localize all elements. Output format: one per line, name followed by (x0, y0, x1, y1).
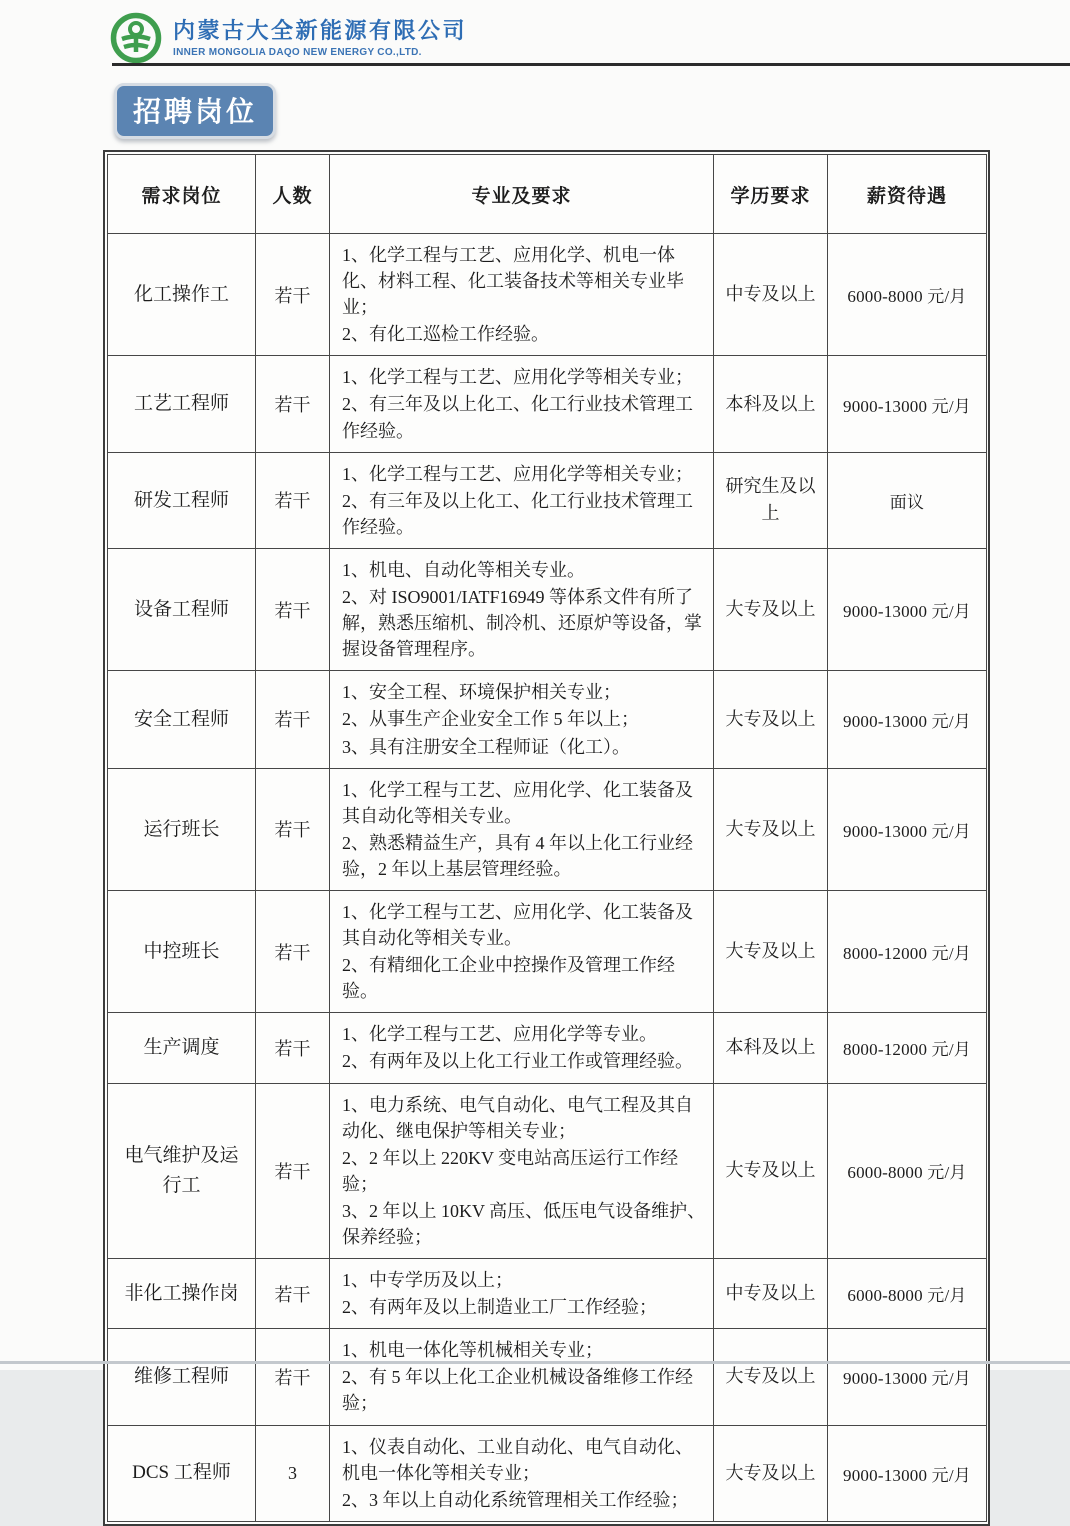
requirement-line: 1、化学工程与工艺、应用化学等相关专业； (342, 463, 693, 484)
position-cell: 工艺工程师 (108, 356, 256, 452)
company-name-block (173, 18, 467, 57)
headcount-cell: 若干 (256, 768, 330, 890)
requirement-line: 2、有化工巡检工作经验。 (342, 324, 549, 345)
requirement-line: 1、化学工程与工艺、应用化学、机电一体化、材料工程、化工装备技术等相关专业毕业； (342, 245, 684, 318)
headcount-cell: 若干 (256, 1013, 330, 1083)
requirement-line: 2、对 ISO9001/IATF16949 等体系文件有所了解，熟悉压缩机、制冷机、还原炉等设备，掌握设备管理程序。 (342, 587, 702, 660)
requirement-line: 2、有三年及以上化工、化工行业技术管理工作经验。 (342, 394, 693, 441)
position-cell: 安全工程师 (108, 671, 256, 768)
requirement-line: 2、有三年及以上化工、化工行业技术管理工作经验。 (342, 490, 693, 537)
column-header: 人数 (256, 155, 330, 234)
table-row (108, 548, 987, 670)
education-cell: 大专及以上 (714, 548, 828, 670)
headcount-cell: 若干 (256, 1259, 330, 1329)
salary-cell: 9000-13000 元/月 (828, 356, 987, 452)
requirement-line: 1、化学工程与工艺、应用化学等相关专业； (342, 367, 693, 388)
requirements-cell (330, 890, 714, 1012)
position-cell: 化工操作工 (108, 234, 256, 356)
headcount-cell: 若干 (256, 1083, 330, 1259)
salary-cell: 8000-12000 元/月 (828, 890, 987, 1012)
education-cell: 大专及以上 (714, 1329, 828, 1425)
requirement-line: 1、机电、自动化等相关专业。 (342, 559, 585, 580)
requirement-line: 1、化学工程与工艺、应用化学、化工装备及其自动化等相关专业。 (342, 901, 693, 949)
company-name-en: INNER MONGOLIA DAQO NEW ENERGY CO.,LTD. (173, 46, 422, 58)
table-row (108, 452, 987, 548)
salary-cell: 9000-13000 元/月 (828, 1329, 987, 1425)
header-divider (112, 63, 1070, 66)
education-cell: 中专及以上 (714, 234, 828, 356)
position-cell: 研发工程师 (108, 452, 256, 548)
table-row (108, 356, 987, 452)
requirement-line: 2、有两年及以上化工行业工作或管理经验。 (342, 1051, 693, 1072)
requirements-cell (330, 1013, 714, 1083)
requirement-line: 3、2 年以上 10KV 高压、低压电气设备维护、保养经验； (342, 1200, 706, 1247)
requirement-line: 3、具有注册安全工程师证（化工）。 (342, 736, 630, 757)
education-cell: 大专及以上 (714, 1083, 828, 1259)
salary-cell: 6000-8000 元/月 (828, 1083, 987, 1259)
table-row (108, 768, 987, 890)
table-row (108, 234, 987, 356)
salary-cell: 9000-13000 元/月 (828, 768, 987, 890)
requirement-line: 1、中专学历及以上； (342, 1270, 513, 1291)
requirement-line: 1、化学工程与工艺、应用化学、化工装备及其自动化等相关专业。 (342, 779, 693, 826)
table-header-row (108, 155, 987, 234)
headcount-cell: 若干 (256, 548, 330, 670)
page-bottom-edge (0, 1361, 1070, 1364)
jobs-table (103, 150, 990, 1526)
requirement-line: 2、有 5 年以上化工企业机械设备维修工作经验； (342, 1367, 693, 1414)
position-cell: DCS 工程师 (108, 1425, 256, 1521)
headcount-cell: 若干 (256, 234, 330, 356)
headcount-cell: 若干 (256, 356, 330, 452)
column-header: 需求岗位 (108, 155, 256, 234)
table-row (108, 1083, 987, 1259)
education-cell: 研究生及以上 (714, 452, 828, 548)
requirement-line: 2、从事生产企业安全工作 5 年以上； (342, 709, 639, 730)
requirement-line: 1、电力系统、电气自动化、电气工程及其自动化、继电保护等相关专业； (342, 1094, 693, 1141)
table-row (108, 1259, 987, 1329)
company-name-cn: 内蒙古大全新能源有限公司 (173, 18, 468, 44)
requirements-cell (330, 234, 714, 356)
requirement-line: 2、2 年以上 220KV 变电站高压运行工作经验； (342, 1147, 679, 1194)
requirement-line: 1、仪表自动化、工业自动化、电气自动化、机电一体化等相关专业； (342, 1436, 693, 1483)
requirement-line: 2、熟悉精益生产，具有 4 年以上化工行业经验，2 年以上基层管理经验。 (342, 832, 693, 879)
position-cell: 电气维护及运行工 (108, 1083, 256, 1259)
salary-cell: 9000-13000 元/月 (828, 548, 987, 670)
salary-cell: 6000-8000 元/月 (828, 1259, 987, 1329)
requirements-cell (330, 1329, 714, 1425)
position-cell: 非化工操作岗 (108, 1259, 256, 1329)
requirements-cell (330, 1425, 714, 1521)
table-row (108, 671, 987, 768)
headcount-cell: 若干 (256, 671, 330, 768)
requirement-line: 2、3 年以上自动化系统管理相关工作经验； (342, 1489, 689, 1510)
jobs-table-grid (107, 154, 987, 1522)
headcount-cell: 若干 (256, 452, 330, 548)
requirements-cell (330, 1083, 714, 1259)
education-cell: 大专及以上 (714, 1425, 828, 1521)
requirement-line: 1、机电一体化等机械相关专业； (342, 1340, 603, 1361)
salary-cell: 9000-13000 元/月 (828, 671, 987, 768)
requirement-line: 1、化学工程与工艺、应用化学等专业。 (342, 1024, 657, 1045)
requirement-line: 1、安全工程、环境保护相关专业； (342, 682, 621, 703)
table-row (108, 890, 987, 1012)
column-header: 学历要求 (714, 155, 828, 234)
company-logo-icon (110, 12, 162, 64)
requirements-cell (330, 1259, 714, 1329)
requirement-line: 2、有精细化工企业中控操作及管理工作经验。 (342, 955, 675, 1002)
requirements-cell (330, 548, 714, 670)
education-cell: 中专及以上 (714, 1259, 828, 1329)
salary-cell: 6000-8000 元/月 (828, 234, 987, 356)
position-cell: 运行班长 (108, 768, 256, 890)
headcount-cell: 若干 (256, 1329, 330, 1425)
requirements-cell (330, 768, 714, 890)
education-cell: 大专及以上 (714, 890, 828, 1012)
headcount-cell: 3 (256, 1425, 330, 1521)
requirements-cell (330, 671, 714, 768)
position-cell: 中控班长 (108, 890, 256, 1012)
position-cell: 维修工程师 (108, 1329, 256, 1425)
position-cell: 设备工程师 (108, 548, 256, 670)
column-header: 薪资待遇 (828, 155, 987, 234)
requirements-cell (330, 452, 714, 548)
salary-cell: 9000-13000 元/月 (828, 1425, 987, 1521)
table-row (108, 1013, 987, 1083)
section-title-badge: 招聘岗位 (114, 83, 276, 139)
company-header (110, 12, 467, 64)
education-cell: 大专及以上 (714, 768, 828, 890)
headcount-cell: 若干 (256, 890, 330, 1012)
education-cell: 本科及以上 (714, 1013, 828, 1083)
column-header: 专业及要求 (330, 155, 714, 234)
requirements-cell (330, 356, 714, 452)
salary-cell: 面议 (828, 452, 987, 548)
education-cell: 本科及以上 (714, 356, 828, 452)
table-row (108, 1425, 987, 1521)
table-row (108, 1329, 987, 1425)
requirement-line: 2、有两年及以上制造业工厂工作经验； (342, 1297, 657, 1318)
education-cell: 大专及以上 (714, 671, 828, 768)
position-cell: 生产调度 (108, 1013, 256, 1083)
salary-cell: 8000-12000 元/月 (828, 1013, 987, 1083)
